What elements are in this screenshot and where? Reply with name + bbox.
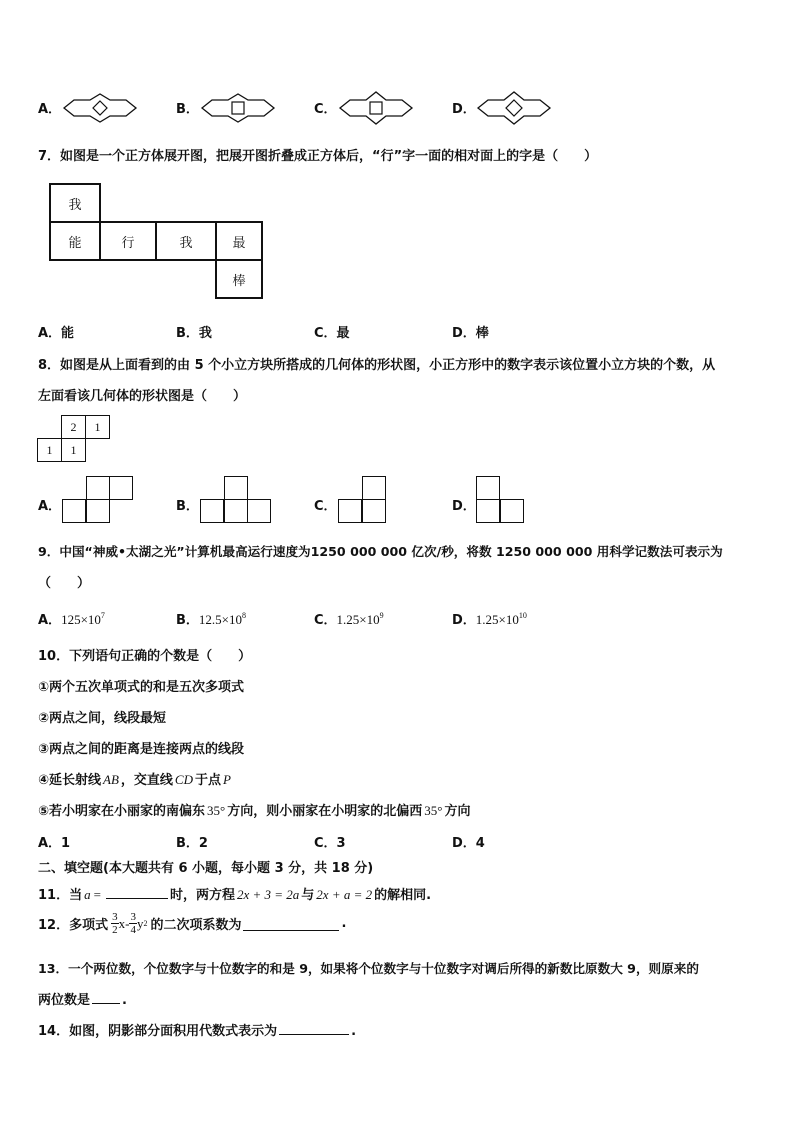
q10-option-d: D．4 xyxy=(452,836,485,851)
q9-option-b: B．$12.5\times 10^8$ xyxy=(176,611,247,628)
grid-cell-bottom-1: 1 xyxy=(37,438,62,462)
q6-option-c-label: C． xyxy=(314,102,337,117)
net-cell-bottom: 棒 xyxy=(215,259,263,299)
q11-answer-blank[interactable] xyxy=(106,885,168,899)
grid-cell-top-2: 1 xyxy=(85,415,110,439)
q8-stem-line2: 左面看该几何体的形状图是（ ） xyxy=(38,389,247,404)
q8-option-b-label: B． xyxy=(176,499,199,514)
q11: 11．当 a = 时，两方程 2x + 3 = 2a 与 2x + a = 2 的解相同. xyxy=(38,887,432,903)
q8-option-a-label: A． xyxy=(38,499,62,514)
q6-option-b-label: B． xyxy=(176,102,199,117)
grid-cell-top-1: 2 xyxy=(61,415,86,439)
q8-stem-line1: 8．如图是从上面看到的由 5 个小立方块所搭成的几何体的形状图，小正方形中的数字表示该位置小立方块的个数，从 xyxy=(38,358,716,373)
q9-option-d: D．$1.25\times 10^{10}$ xyxy=(452,611,527,628)
q10-option-b: B．2 xyxy=(176,836,208,851)
q10-statement-2: ②两点之间，线段最短 xyxy=(38,711,167,726)
q10-statement-1: ①两个五次单项式的和是五次多项式 xyxy=(38,680,245,695)
q7-option-c: C．最 xyxy=(314,326,350,341)
q12-answer-blank[interactable] xyxy=(243,917,339,931)
q6-option-a-label: A． xyxy=(38,102,62,117)
q12-fraction-1: $\frac{3}{2}$ xyxy=(112,911,118,936)
q8-option-c-label: C． xyxy=(314,499,337,514)
q9-option-a: A．$125\times 10^7$ xyxy=(38,611,105,628)
q6-option-c-figure xyxy=(338,90,414,126)
q10-statement-5: ⑤若小明家在小丽家的南偏东 35° 方向，则小丽家在小明家的北偏西 35° 方向 xyxy=(38,803,471,819)
q10-statement-3: ③两点之间的距离是连接两点的线段 xyxy=(38,742,245,757)
q8-option-d-label: D． xyxy=(452,499,476,514)
q9-stem-line2: （ ） xyxy=(38,576,91,591)
q10-option-c: C．3 xyxy=(314,836,346,851)
q12-fraction-2: $\frac{3}{4}$ xyxy=(130,911,136,936)
q10-option-a: A．1 xyxy=(38,836,71,851)
grid-cell-bottom-2: 1 xyxy=(61,438,86,462)
net-cell-row-1: 能 xyxy=(49,221,101,261)
q13-line1: 13．一个两位数，个位数字与十位数字的和是 9，如果将个位数字与十位数字对调后所得的新数比原数大 9，则原来的 xyxy=(38,961,699,976)
q9-option-c: C．$1.25\times 10^9$ xyxy=(314,611,384,628)
q10-stem: 10．下列语句正确的个数是（ ） xyxy=(38,649,252,664)
q6-option-d-figure xyxy=(476,90,552,126)
q12: 12．多项式 $\frac{3}{2}$ x- $\frac{3}{4}$ y 2 的二次项系数为 . xyxy=(38,911,347,936)
q14: 14．如图，阴影部分面积用代数式表示为 . xyxy=(38,1020,356,1039)
q14-answer-blank[interactable] xyxy=(279,1021,349,1035)
q7-option-b: B．我 xyxy=(176,326,212,341)
q13-line2: 两位数是 . xyxy=(38,989,127,1008)
q6-option-b-figure xyxy=(200,92,276,124)
net-cell-row-4: 最 xyxy=(215,221,263,261)
net-cell-row-3: 我 xyxy=(155,221,217,261)
q13-answer-blank[interactable] xyxy=(92,990,120,1004)
section-2-heading: 二、填空题(本大题共有 6 小题，每小题 3 分，共 18 分) xyxy=(38,861,374,876)
q6-option-d-label: D． xyxy=(452,102,476,117)
q7-stem: 7．如图是一个正方体展开图，把展开图折叠成正方体后，“行”字一面的相对面上的字是（ ） xyxy=(38,149,598,164)
q7-option-d: D．棒 xyxy=(452,326,489,341)
net-cell-top: 我 xyxy=(49,183,101,223)
q7-option-a: A．能 xyxy=(38,326,75,341)
q6-option-a-figure xyxy=(62,92,138,124)
q10-statement-4: ④延长射线 AB ，交直线 CD 于点 P xyxy=(38,772,231,788)
q9-stem-line1: 9．中国“神威•太湖之光”计算机最高运行速度为1250 000 000 亿次/秒，将数 1250 000 000 用科学记数法可表示为 xyxy=(38,544,723,559)
net-cell-row-2: 行 xyxy=(99,221,157,261)
